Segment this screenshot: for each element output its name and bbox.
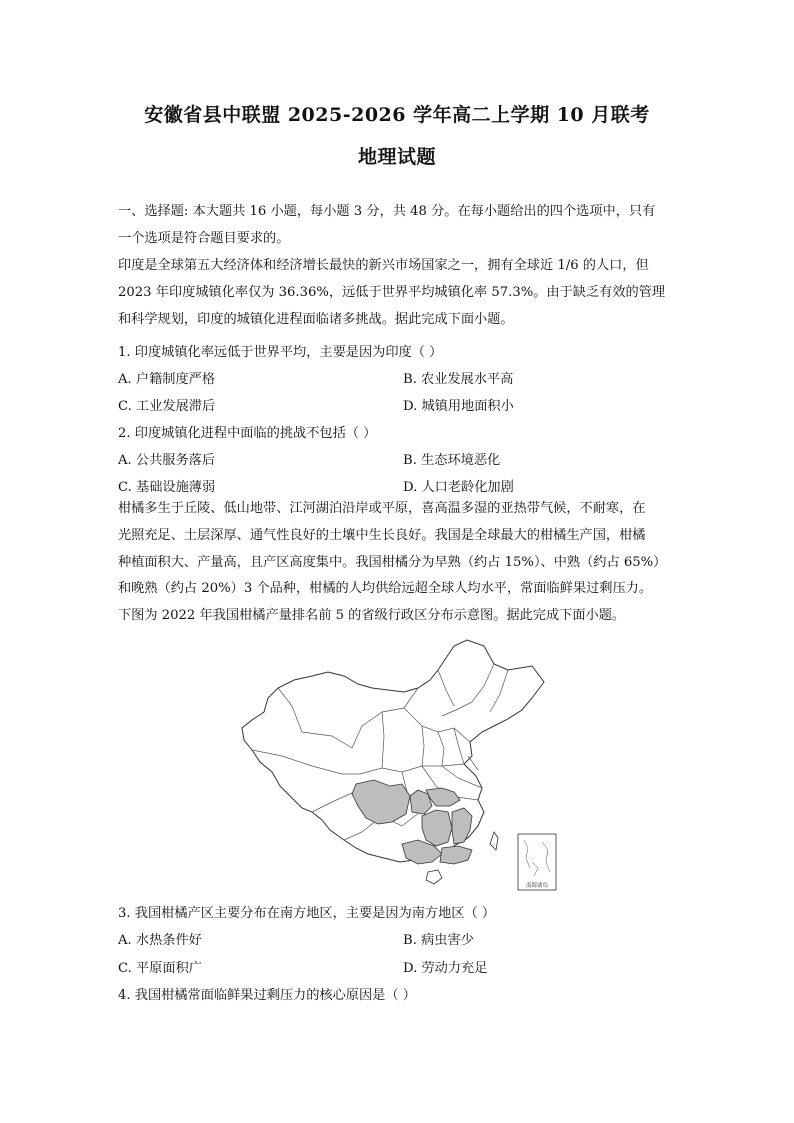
question-2-stem: 2. 印度城镇化进程中面临的挑战不包括（ ）	[118, 426, 377, 441]
text-line: 一个选项是符合题目要求的。	[118, 230, 290, 246]
q3-option-b: B. 病虫害少	[403, 933, 474, 948]
section-instructions	[118, 199, 678, 253]
exam-title: 安徽省县中联盟 2025-2026 学年高二上学期 10 月联考	[144, 104, 650, 126]
q2-option-c: C. 基础设施薄弱	[118, 480, 216, 495]
text-line: 下图为 2022 年我国柑橘产量排名前 5 的省级行政区分布示意图。据此完成下面小题。	[118, 608, 626, 624]
passage-citrus	[118, 496, 678, 630]
taiwan-island	[490, 832, 498, 850]
text-line: 柑橘多生于丘陵、低山地带、江河湖泊沿岸或平原，喜高温多湿的亚热带气候，不耐寒，在	[118, 501, 646, 516]
text-line: 光照充足、土层深厚、通气性良好的土壤中生长良好。我国是全球最大的柑橘生产国，柑橘	[118, 527, 646, 543]
passage-india	[118, 253, 678, 333]
q1-option-c: C. 工业发展滞后	[118, 399, 216, 414]
q1-option-a: A. 户籍制度严格	[118, 372, 216, 387]
hunan-shaded	[422, 810, 452, 846]
q1-option-d: D. 城镇用地面积小	[403, 399, 514, 414]
text-line: 2023 年印度城镇化率仅为 36.36%，远低于世界平均城镇化率 57.3%。由于缺乏有效的管理	[118, 284, 666, 300]
text-line: 和科学规划，印度的城镇化进程面临诸多挑战。据此完成下面小题。	[118, 311, 514, 327]
q3-option-c: C. 平原面积广	[118, 961, 202, 976]
q1-option-b: B. 农业发展水平高	[403, 372, 514, 387]
question-4-stem: 4. 我国柑橘常面临鲜果过剩压力的核心原因是（ ）	[118, 988, 416, 1003]
q3-option-d: D. 劳动力充足	[403, 961, 488, 976]
china-citrus-map	[232, 636, 562, 894]
text-line: 一、选择题: 本大题共 16 小题，每小题 3 分，共 48 分。在每小题给出的四个选项中，只有	[118, 204, 656, 219]
question-3-stem: 3. 我国柑橘产区主要分布在南方地区，主要是因为南方地区（ ）	[118, 906, 496, 921]
text-line: 种植面积大、产量高，且产区高度集中。我国柑橘分为早熟（约占 15%）、中熟（约占 65%）	[118, 554, 667, 570]
china-outline	[242, 640, 544, 862]
south-china-sea-inset	[518, 834, 556, 890]
q2-option-d: D. 人口老龄化加剧	[403, 480, 514, 495]
text-line: 印度是全球第五大经济体和经济增长最快的新兴市场国家之一，拥有全球近 1/6 的人口，但	[118, 258, 649, 273]
question-1-stem: 1. 印度城镇化率远低于世界平均，主要是因为印度（ ）	[118, 345, 443, 360]
q2-option-a: A. 公共服务落后	[118, 453, 216, 468]
q3-option-a: A. 水热条件好	[118, 933, 202, 948]
inset-label: 南海诸岛	[525, 883, 549, 889]
guangdong-shaded	[440, 846, 472, 864]
subject-title: 地理试题	[357, 146, 436, 168]
jiangxi-shaded	[452, 808, 472, 844]
text-line: 和晚熟（约占 20%）3 个品种，柑橘的人均供给远超全球人均水平，常面临鲜果过剩压力。	[118, 581, 653, 597]
q2-option-b: B. 生态环境恶化	[403, 453, 501, 468]
hainan-island	[426, 870, 442, 884]
